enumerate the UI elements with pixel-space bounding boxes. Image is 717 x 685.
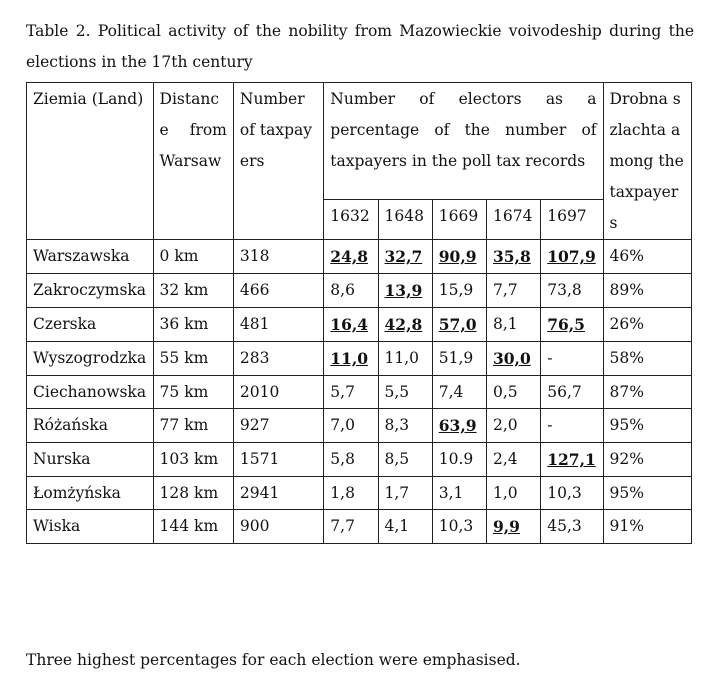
percentage-cell: 8,3 (378, 409, 432, 443)
percentage-cell: 2,0 (486, 409, 540, 443)
percentage-cell: 73,8 (541, 274, 603, 308)
emphasised-value: 76,5 (547, 315, 585, 334)
electors-table (26, 82, 692, 544)
percentage-cell: 15,9 (432, 274, 486, 308)
percentage-cell-emphasised (541, 443, 603, 477)
percentage-cell: 1,7 (378, 477, 432, 510)
percentage-cell-emphasised (324, 308, 378, 342)
table-row (27, 477, 692, 510)
emphasised-value: 35,8 (492, 247, 531, 266)
land-cell: Warszawska (27, 240, 154, 274)
percentage-cell-emphasised (541, 240, 603, 274)
distance-cell: 32 km (153, 274, 233, 308)
drobna-cell: 87% (603, 376, 691, 409)
percentage-cell-emphasised (486, 510, 540, 544)
header-year: 1648 (378, 199, 432, 239)
percentage-cell: 1,8 (324, 477, 378, 510)
drobna-cell: 26% (603, 308, 691, 342)
drobna-cell: 91% (603, 510, 691, 544)
header-year: 1669 (432, 199, 486, 239)
percentage-cell: 8,1 (486, 308, 540, 342)
percentage-cell: - (541, 409, 603, 443)
distance-cell: 75 km (153, 376, 233, 409)
table-note: Three highest percentages for each election were emphasised. (26, 651, 521, 669)
emphasised-value: 107,9 (547, 247, 596, 266)
taxpayers-cell: 927 (233, 409, 323, 443)
percentage-cell: 45,3 (541, 510, 603, 544)
taxpayers-cell: 900 (233, 510, 323, 544)
percentage-cell-emphasised (486, 240, 540, 274)
distance-cell: 55 km (153, 342, 233, 376)
header-taxpayers: Number of taxpayers (233, 83, 323, 240)
percentage-cell: 56,7 (541, 376, 603, 409)
emphasised-value: 127,1 (547, 450, 596, 469)
percentage-cell-emphasised (486, 342, 540, 376)
taxpayers-cell: 466 (233, 274, 323, 308)
table-row (27, 274, 692, 308)
percentage-cell: 7,0 (324, 409, 378, 443)
header-land: Ziemia (Land) (27, 83, 154, 240)
table-body (27, 240, 692, 544)
drobna-cell: 95% (603, 409, 691, 443)
distance-cell: 36 km (153, 308, 233, 342)
distance-cell: 144 km (153, 510, 233, 544)
taxpayers-cell: 1571 (233, 443, 323, 477)
land-cell: Nurska (27, 443, 154, 477)
table-row (27, 376, 692, 409)
percentage-cell: 8,5 (378, 443, 432, 477)
distance-cell: 103 km (153, 443, 233, 477)
distance-cell: 128 km (153, 477, 233, 510)
percentage-cell: 4,1 (378, 510, 432, 544)
land-cell: Zakroczymska (27, 274, 154, 308)
emphasised-value: 63,9 (438, 416, 477, 435)
table-row (27, 308, 692, 342)
percentage-cell: 7,7 (324, 510, 378, 544)
header-drobna: Drobna szlachta among the taxpayers (603, 83, 691, 240)
percentage-cell: - (541, 342, 603, 376)
percentage-cell: 51,9 (432, 342, 486, 376)
land-cell: Wyszogrodzka (27, 342, 154, 376)
table-row (27, 510, 692, 544)
percentage-cell-emphasised (378, 274, 432, 308)
percentage-cell: 5,8 (324, 443, 378, 477)
percentage-cell: 0,5 (486, 376, 540, 409)
percentage-cell-emphasised (378, 240, 432, 274)
header-row (27, 83, 692, 200)
percentage-cell-emphasised (432, 308, 486, 342)
drobna-cell: 46% (603, 240, 691, 274)
header-distance: Distance from Warsaw (153, 83, 233, 240)
percentage-cell-emphasised (432, 240, 486, 274)
emphasised-value: 90,9 (438, 247, 477, 266)
percentage-cell: 10.9 (432, 443, 486, 477)
emphasised-value: 32,7 (384, 247, 423, 266)
percentage-cell: 7,4 (432, 376, 486, 409)
land-cell: Ciechanowska (27, 376, 154, 409)
emphasised-value: 16,4 (330, 315, 369, 334)
table-row (27, 240, 692, 274)
table-row (27, 443, 692, 477)
table-row (27, 342, 692, 376)
percentage-cell-emphasised (432, 409, 486, 443)
header-year: 1674 (486, 199, 540, 239)
taxpayers-cell: 481 (233, 308, 323, 342)
emphasised-value: 57,0 (438, 315, 477, 334)
taxpayers-cell: 2010 (233, 376, 323, 409)
percentage-cell: 10,3 (541, 477, 603, 510)
land-cell: Łomżyńska (27, 477, 154, 510)
distance-cell: 77 km (153, 409, 233, 443)
drobna-cell: 58% (603, 342, 691, 376)
table-row (27, 409, 692, 443)
percentage-cell: 3,1 (432, 477, 486, 510)
emphasised-value: 24,8 (330, 247, 369, 266)
percentage-cell-emphasised (324, 342, 378, 376)
header-electors-group: Number of electors as a percentage of the number of taxpayers in the poll tax records (324, 83, 603, 200)
percentage-cell: 2,4 (486, 443, 540, 477)
header-year: 1697 (541, 199, 603, 239)
taxpayers-cell: 283 (233, 342, 323, 376)
drobna-cell: 89% (603, 274, 691, 308)
taxpayers-cell: 318 (233, 240, 323, 274)
emphasised-value: 11,0 (330, 349, 369, 368)
percentage-cell: 8,6 (324, 274, 378, 308)
percentage-cell-emphasised (378, 308, 432, 342)
table-caption: Table 2. Political activity of the nobility from Mazowieckie voivodeship during the elections in the 17th century (26, 22, 694, 71)
percentage-cell: 5,5 (378, 376, 432, 409)
header-year: 1632 (324, 199, 378, 239)
distance-cell: 0 km (153, 240, 233, 274)
percentage-cell-emphasised (541, 308, 603, 342)
percentage-cell: 11,0 (378, 342, 432, 376)
percentage-cell-emphasised (324, 240, 378, 274)
drobna-cell: 95% (603, 477, 691, 510)
percentage-cell: 10,3 (432, 510, 486, 544)
percentage-cell: 5,7 (324, 376, 378, 409)
emphasised-value: 30,0 (492, 349, 531, 368)
percentage-cell: 7,7 (486, 274, 540, 308)
emphasised-value: 9,9 (492, 517, 520, 536)
emphasised-value: 13,9 (384, 281, 423, 300)
land-cell: Wiska (27, 510, 154, 544)
emphasised-value: 42,8 (384, 315, 423, 334)
drobna-cell: 92% (603, 443, 691, 477)
land-cell: Czerska (27, 308, 154, 342)
taxpayers-cell: 2941 (233, 477, 323, 510)
percentage-cell: 1,0 (486, 477, 540, 510)
land-cell: Różańska (27, 409, 154, 443)
